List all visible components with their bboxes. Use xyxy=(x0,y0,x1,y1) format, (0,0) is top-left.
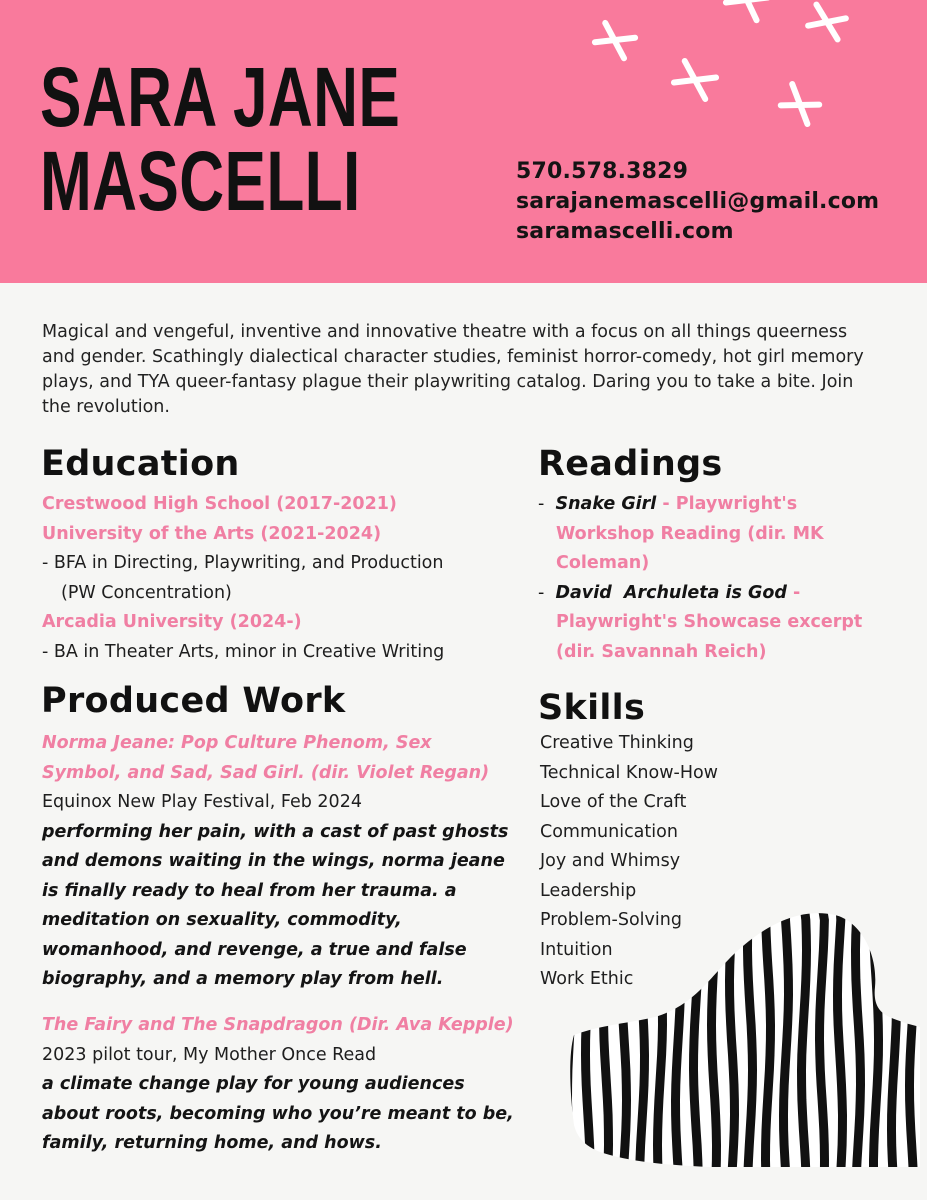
blob-stripe xyxy=(838,905,843,1175)
education-list xyxy=(42,490,502,667)
reading-snake-girl-detail-c: Coleman) xyxy=(556,553,650,573)
reading-snake-girl-title: Snake Girl xyxy=(555,494,657,514)
blob-stripe xyxy=(820,905,825,1175)
blob-stripe xyxy=(568,905,573,1175)
name-line-2: MASCELLI xyxy=(40,134,361,228)
skill-item: Intuition xyxy=(540,939,613,960)
produced-work-heading: Produced Work xyxy=(41,681,346,721)
blob-stripe xyxy=(910,905,915,1175)
skill-item: Joy and Whimsy xyxy=(540,851,681,871)
work-fairy-snapdragon-desc-2: about roots, becoming who you’re meant to be, xyxy=(42,1103,514,1124)
school-arcadia: Arcadia University (2024-) xyxy=(42,612,302,632)
decorative-crosses xyxy=(585,0,855,140)
blob-stripe xyxy=(892,905,897,1175)
skill-item: Leadership xyxy=(540,880,637,901)
reading-snake-girl-detail-a: - Playwright's xyxy=(656,494,798,514)
work-norma-jeane-title-2: Symbol, and Sad, Sad Girl. (dir. Violet Regan) xyxy=(42,762,490,783)
skill-item: Love of the Craft xyxy=(540,792,687,812)
cross-mark xyxy=(721,0,773,27)
reading-dash: - xyxy=(538,494,545,514)
header-banner xyxy=(0,0,927,283)
degree-bfa: - BFA in Directing, Playwriting, and Production xyxy=(42,553,444,573)
work-fairy-snapdragon-venue: 2023 pilot tour, My Mother Once Read xyxy=(42,1044,377,1065)
school-uarts: University of the Arts (2021-2024) xyxy=(42,523,382,544)
striped-blob-decoration xyxy=(560,905,920,1175)
blob-stripe xyxy=(856,905,861,1175)
work-norma-jeane-venue: Equinox New Play Festival, Feb 2024 xyxy=(42,792,362,812)
blob-stripe xyxy=(730,905,735,1175)
blob-stripe xyxy=(712,905,717,1175)
produced-work-2 xyxy=(42,1011,542,1159)
skill-item: Problem-Solving xyxy=(540,910,682,930)
reading-snake-girl xyxy=(538,490,898,520)
email-address[interactable]: sarajanemascelli@gmail.com xyxy=(516,189,880,214)
blob-stripe xyxy=(874,905,879,1175)
cross-mark xyxy=(777,80,822,128)
degree-bfa-concentration: (PW Concentration) xyxy=(61,582,232,603)
work-norma-jeane-desc-5: womanhood, and revenge, a true and false xyxy=(42,939,467,960)
phone-number: 570.578.3829 xyxy=(516,159,689,184)
reading-snake-girl-detail-b: Workshop Reading (dir. MK xyxy=(556,523,824,544)
blob-stripe xyxy=(658,905,663,1175)
work-norma-jeane-desc-2: and demons waiting in the wings, norma jeane xyxy=(42,851,505,871)
blob-stripe xyxy=(622,905,627,1175)
contact-block xyxy=(516,157,879,247)
blob-stripe xyxy=(604,905,609,1175)
cross-mark xyxy=(669,54,720,105)
reading-david-archuleta-detail-b: Playwright's Showcase excerpt xyxy=(556,612,863,632)
work-norma-jeane-title-1: Norma Jeane: Pop Culture Phenom, Sex xyxy=(42,733,432,753)
reading-david-archuleta xyxy=(538,579,898,609)
work-fairy-snapdragon-desc-1: a climate change play for young audiences xyxy=(42,1074,465,1094)
reading-dash: - xyxy=(538,582,545,603)
education-heading: Education xyxy=(41,444,240,484)
reading-david-archuleta-detail-a: - xyxy=(786,582,801,603)
school-crestwood: Crestwood High School (2017-2021) xyxy=(42,494,397,514)
cross-mark xyxy=(591,16,640,64)
reading-david-archuleta-title: David Archuleta is God xyxy=(555,582,787,603)
reading-david-archuleta-detail-c: (dir. Savannah Reich) xyxy=(556,641,767,662)
name-line-1: SARA JANE xyxy=(40,50,401,144)
blob-stripes xyxy=(560,905,920,1175)
website-link[interactable]: saramascelli.com xyxy=(516,219,734,244)
blob-stripe xyxy=(586,905,591,1175)
readings-list xyxy=(538,490,898,667)
skill-item: Work Ethic xyxy=(540,969,634,989)
degree-ba: - BA in Theater Arts, minor in Creative Writing xyxy=(42,641,445,662)
skill-item: Communication xyxy=(540,821,678,842)
skill-item: Creative Thinking xyxy=(540,733,694,753)
blob-stripe xyxy=(748,905,753,1175)
work-norma-jeane-desc-1: performing her pain, with a cast of past ghosts xyxy=(42,821,509,842)
blob-stripe xyxy=(676,905,681,1175)
blob-stripe xyxy=(784,905,789,1175)
work-fairy-snapdragon-title: The Fairy and The Snapdragon (Dir. Ava Kepple) xyxy=(42,1015,514,1035)
cross-mark xyxy=(802,0,851,47)
work-norma-jeane-desc-4: meditation on sexuality, commodity, xyxy=(42,910,402,930)
work-fairy-snapdragon-desc-3: family, returning home, and hows. xyxy=(42,1133,382,1153)
work-norma-jeane-desc-6: biography, and a memory play from hell. xyxy=(42,969,444,989)
skill-item: Technical Know-How xyxy=(540,762,718,783)
blob-stripe xyxy=(640,905,645,1175)
summary-paragraph: Magical and vengeful, inventive and innovative theatre with a focus on all things queerness and gender. Scathingly dialectical character studies, feminist horror-comedy, hot girl memory plays, and TYA queer-fantasy plague their playwriting catalog. Daring you to take a bite. Join the revolution. xyxy=(42,322,864,417)
blob-stripe xyxy=(694,905,699,1175)
blob-stripe xyxy=(802,905,807,1175)
produced-work-list xyxy=(42,729,522,995)
readings-heading: Readings xyxy=(538,444,723,484)
skills-heading: Skills xyxy=(538,688,646,728)
work-norma-jeane-desc-3: is finally ready to heal from her trauma. a xyxy=(42,880,457,901)
blob-stripe xyxy=(766,905,771,1175)
name-title xyxy=(40,50,401,228)
